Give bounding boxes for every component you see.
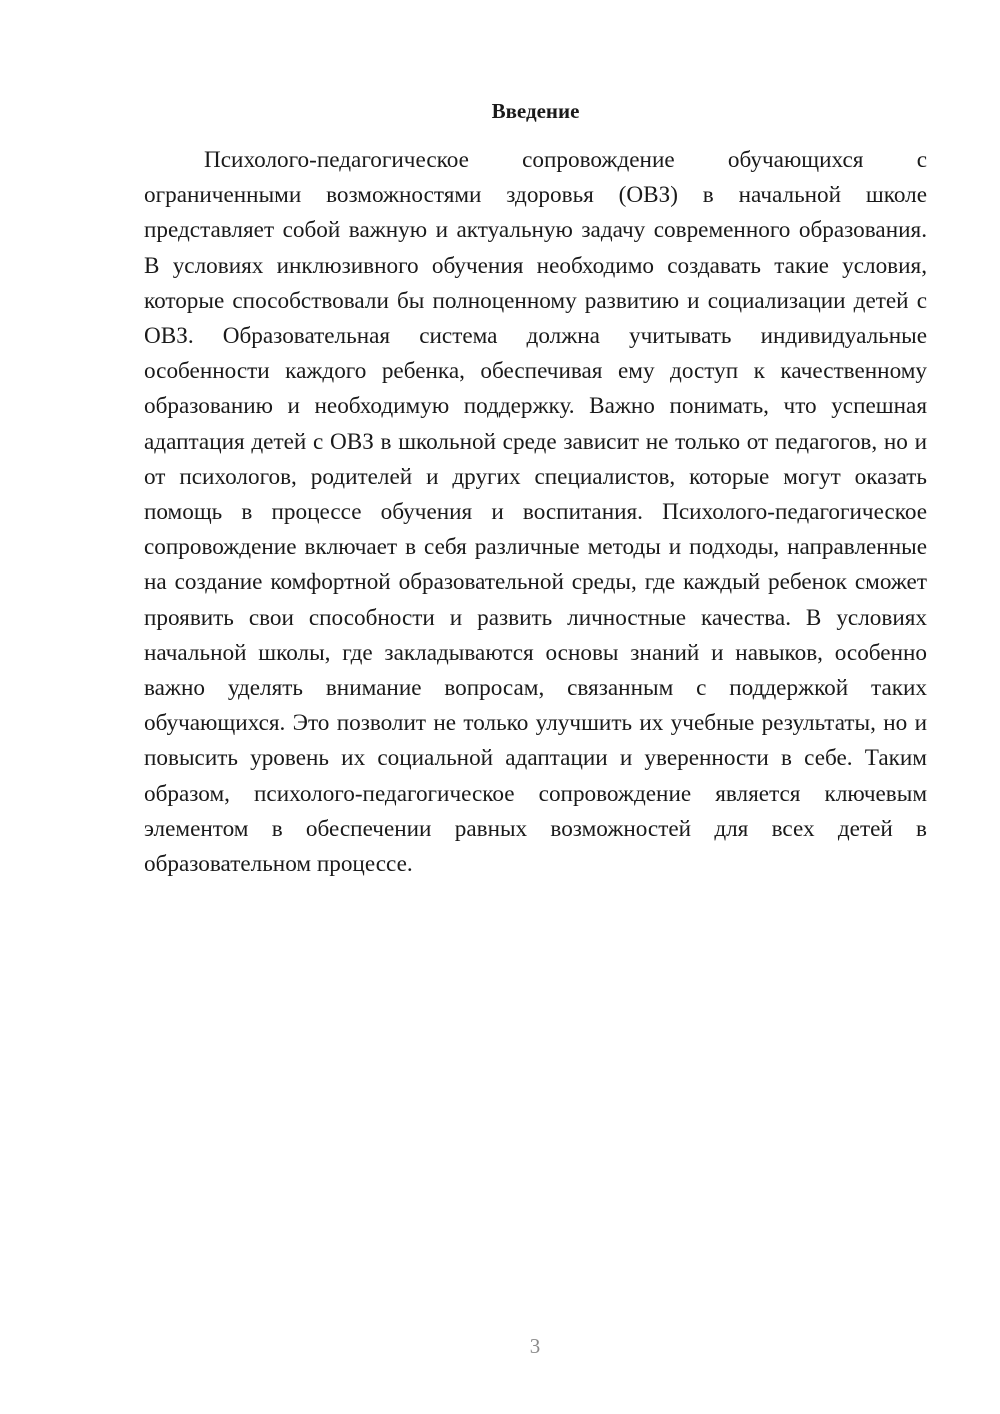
section-heading: Введение [491, 99, 580, 123]
body-paragraph: Психолого-педагогическое сопровождение обучающихся с ограниченными возможностями здоровья (ОВЗ) в начальной школе представляет собой важную и актуальную задачу современного образования. В условиях инклюзивного обучения необходимо создавать такие условия, которые способствовали бы полноценному развитию и социализации детей с ОВЗ. Образовательная система должна учитывать индивидуальные особенности каждого ребенка, обеспечивая ему доступ к качественному образованию и необходимую поддержку. Важно понимать, что успешная адаптация детей с ОВЗ в школьной среде зависит не только от педагогов, но и от психологов, родителей и других специалистов, которые могут оказать помощь в процессе обучения и воспитания. Психолого-педагогическое сопровождение включает в себя различные методы и подходы, направленные на создание комфортной образовательной среды, где каждый ребенок сможет проявить свои способности и развить личностные качества. В условиях начальной школы, где закладываются основы знаний и навыков, особенно важно уделять внимание вопросам, связанным с поддержкой таких обучающихся. Это позволит не только улучшить их учебные результаты, но и повысить уровень их социальной адаптации и уверенности в себе. Таким образом, психолого-педагогическое сопровождение является ключевым элементом в обеспечении равных возможностей для всех детей в образовательном процессе. [144, 147, 927, 878]
page-number: 3 [529, 1334, 541, 1358]
